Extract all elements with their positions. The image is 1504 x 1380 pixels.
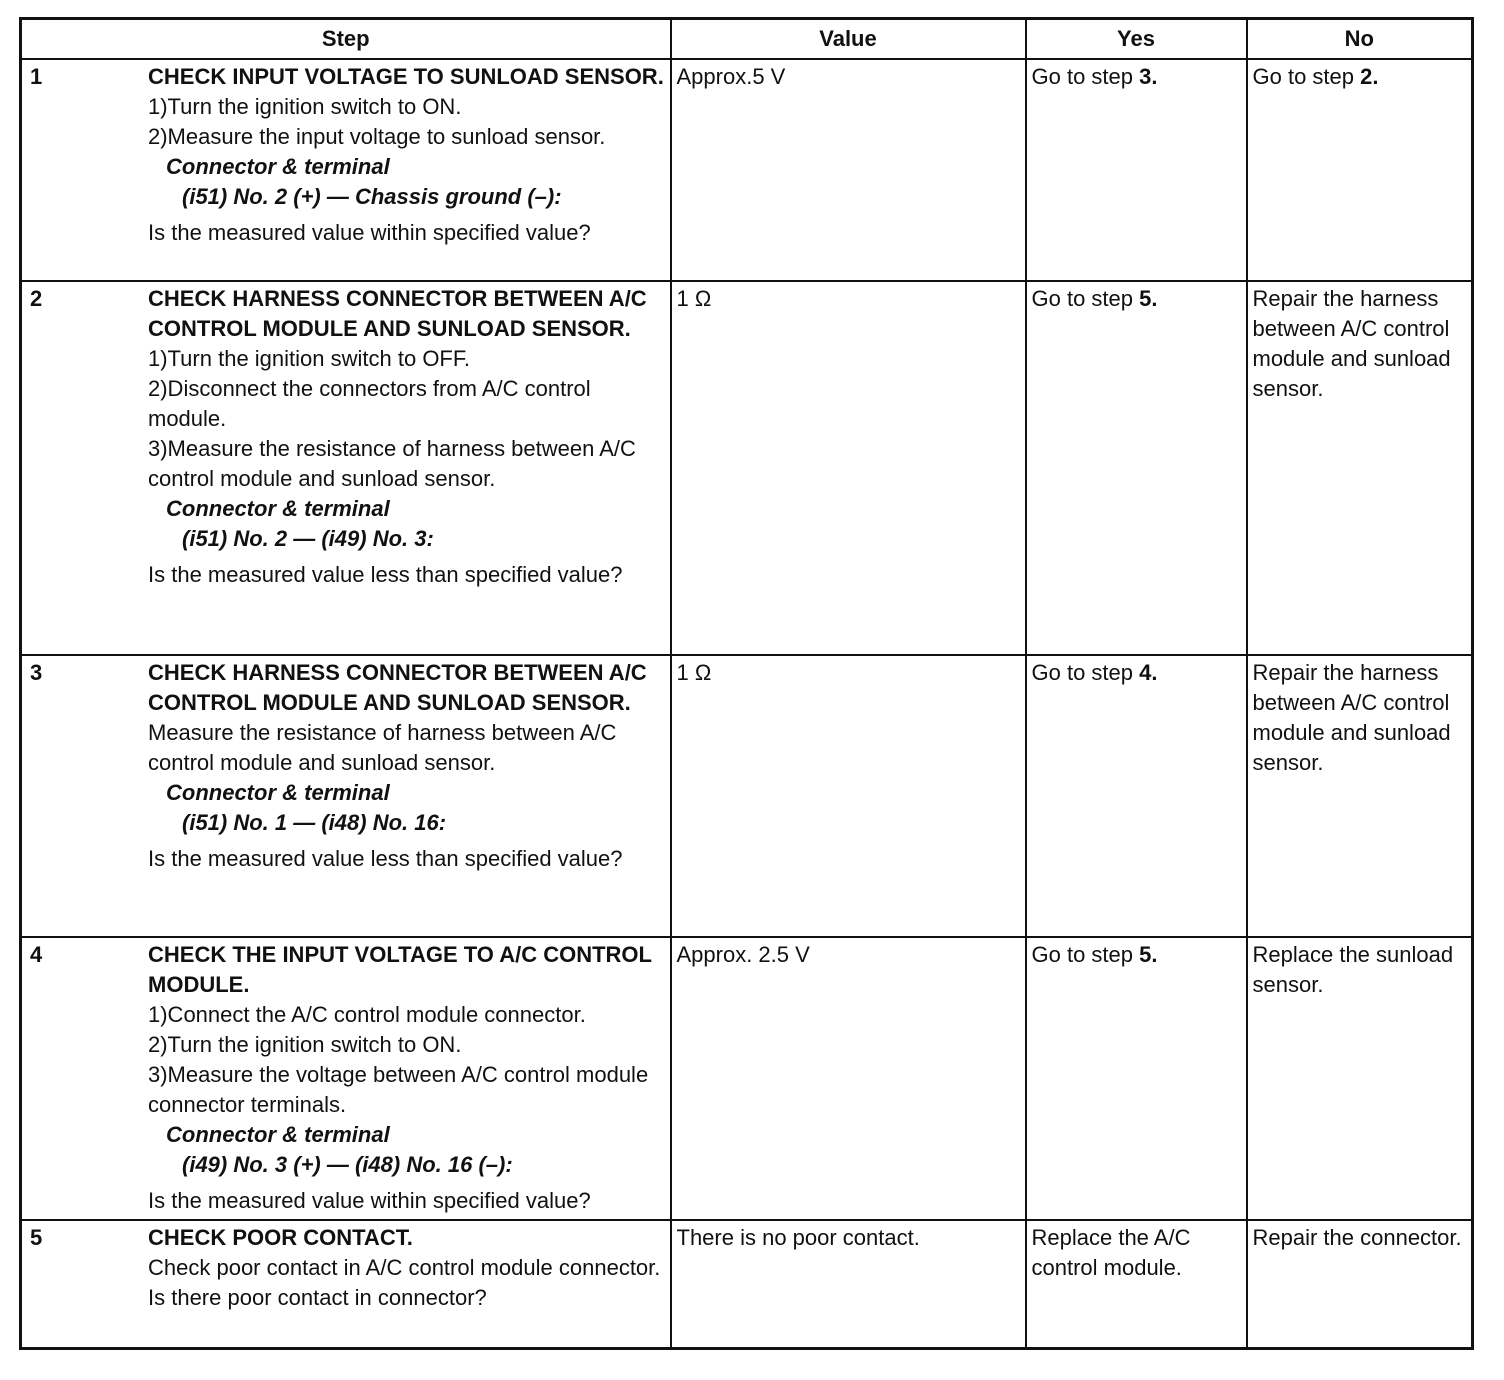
- header-no: No: [1247, 19, 1473, 60]
- yes-cell: [1026, 655, 1247, 937]
- step-title: CHECK HARNESS CONNECTOR BETWEEN A/C CONTROL MODULE AND SUNLOAD SENSOR.: [148, 660, 647, 716]
- yes-text: Go to step: [1031, 64, 1140, 89]
- no-step-ref: 2.: [1360, 64, 1379, 89]
- step-instruction: 1)Turn the ignition switch to ON.: [148, 94, 462, 119]
- step-question: Is there poor contact in connector?: [148, 1285, 487, 1311]
- table-row: [21, 59, 1473, 281]
- yes-step-ref: 4.: [1139, 660, 1158, 686]
- terminal-spec: (i51) No. 2 (+) — Chassis ground (–):: [182, 184, 562, 209]
- header-step: Step: [21, 19, 671, 60]
- value-cell: There is no poor contact.: [671, 1220, 1026, 1348]
- step-number: 1: [30, 64, 43, 89]
- step-question: Is the measured value within specified value?: [148, 1188, 591, 1214]
- header-row: [21, 19, 1473, 60]
- no-cell: Repair the harness between A/C control module and sunload sensor.: [1247, 281, 1473, 655]
- step-instruction: Measure the resistance of harness between A/C control module and sunload sensor.: [148, 720, 617, 776]
- diagnostic-table: [19, 17, 1474, 1350]
- step-title: CHECK THE INPUT VOLTAGE TO A/C CONTROL MODULE.: [148, 942, 652, 998]
- step-question: Is the measured value within specified value?: [148, 220, 591, 245]
- step-instruction: Check poor contact in A/C control module connector.: [148, 1255, 661, 1281]
- yes-cell: [1026, 281, 1247, 655]
- step-instruction: 1)Turn the ignition switch to OFF.: [148, 346, 470, 372]
- connector-label: Connector & terminal: [166, 780, 390, 806]
- no-cell: [1247, 59, 1473, 281]
- table-row: [21, 937, 1473, 1220]
- no-cell: Replace the sunload sensor.: [1247, 937, 1473, 1220]
- yes-text: Go to step: [1031, 286, 1140, 312]
- yes-cell: Replace the A/C control module.: [1026, 1220, 1247, 1348]
- step-question: Is the measured value less than specified value?: [148, 846, 623, 872]
- value-cell: 1 Ω: [671, 655, 1026, 937]
- step-cell: [21, 1220, 671, 1348]
- yes-cell: [1026, 937, 1247, 1220]
- terminal-spec: (i49) No. 3 (+) — (i48) No. 16 (–):: [182, 1152, 513, 1178]
- no-cell: Repair the connector.: [1247, 1220, 1473, 1348]
- step-number: 3: [30, 660, 43, 686]
- yes-cell: [1026, 59, 1247, 281]
- table-row: [21, 1220, 1473, 1348]
- step-title: CHECK INPUT VOLTAGE TO SUNLOAD SENSOR.: [148, 64, 664, 89]
- step-instruction: 2)Disconnect the connectors from A/C control module.: [148, 376, 591, 432]
- value-cell: Approx.5 V: [671, 59, 1026, 281]
- value-cell: 1 Ω: [671, 281, 1026, 655]
- step-title: CHECK HARNESS CONNECTOR BETWEEN A/C CONTROL MODULE AND SUNLOAD SENSOR.: [148, 286, 647, 342]
- yes-step-ref: 5.: [1139, 286, 1158, 312]
- yes-step-ref: 3.: [1139, 64, 1158, 89]
- step-instruction: 1)Connect the A/C control module connector.: [148, 1002, 586, 1028]
- step-number: 2: [30, 286, 43, 312]
- step-cell: [21, 937, 671, 1220]
- yes-step-ref: 5.: [1139, 942, 1158, 968]
- connector-label: Connector & terminal: [166, 154, 390, 179]
- step-title: CHECK POOR CONTACT.: [148, 1225, 413, 1251]
- connector-label: Connector & terminal: [166, 496, 390, 522]
- header-value: Value: [671, 19, 1026, 60]
- yes-text: Go to step: [1031, 660, 1140, 686]
- no-text: Go to step: [1252, 64, 1361, 89]
- header-yes: Yes: [1026, 19, 1247, 60]
- step-cell: [21, 281, 671, 655]
- yes-text: Go to step: [1031, 942, 1140, 968]
- step-number: 5: [30, 1225, 43, 1251]
- no-cell: Repair the harness between A/C control module and sunload sensor.: [1247, 655, 1473, 937]
- terminal-spec: (i51) No. 2 — (i49) No. 3:: [182, 526, 434, 552]
- step-question: Is the measured value less than specified value?: [148, 562, 623, 588]
- connector-label: Connector & terminal: [166, 1122, 390, 1148]
- step-cell: [21, 59, 671, 281]
- step-instruction: 2)Turn the ignition switch to ON.: [148, 1032, 462, 1058]
- table-row: [21, 655, 1473, 937]
- step-instruction: 2)Measure the input voltage to sunload sensor.: [148, 124, 606, 149]
- step-instruction: 3)Measure the voltage between A/C control module connector terminals.: [148, 1062, 649, 1118]
- table-row: [21, 281, 1473, 655]
- step-number: 4: [30, 942, 43, 968]
- value-cell: Approx. 2.5 V: [671, 937, 1026, 1220]
- terminal-spec: (i51) No. 1 — (i48) No. 16:: [182, 810, 447, 836]
- step-instruction: 3)Measure the resistance of harness between A/C control module and sunload sensor.: [148, 436, 636, 492]
- step-cell: [21, 655, 671, 937]
